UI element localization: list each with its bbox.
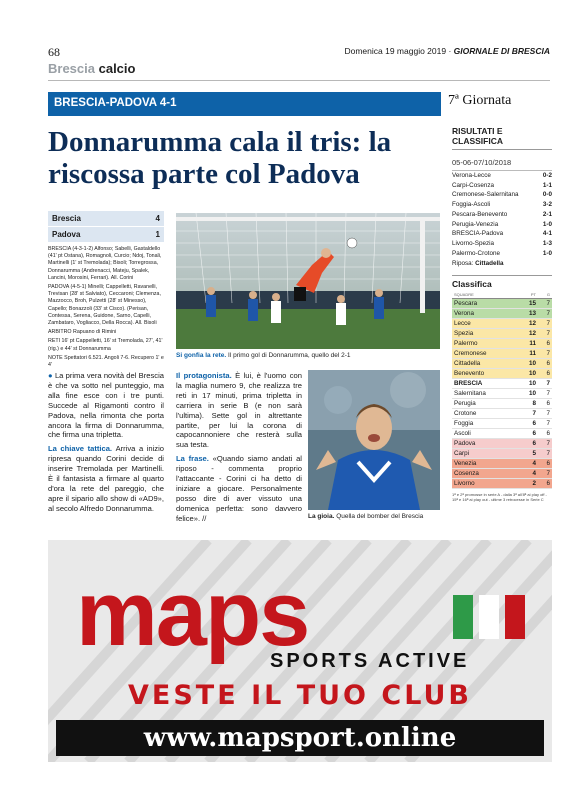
standings-row [452,479,552,489]
bullet-icon: ● [48,371,55,380]
result-row [452,200,552,210]
standings-row [452,309,552,319]
standings-games: 7 [546,320,550,328]
result-match: Pescara-Benevento [452,210,508,218]
paragraph-text: È lui, è l'uomo con la maglia numero 9, che realizza tre reti in 17 minuti, prima tripletta in carriera in serie B (e non sarà l'ultima). Sette gol in altrettante partite, per lui la corona di capocannoniere che resterà sulla sua testa. [176,371,302,450]
celebration-caption-text: Quella del bomber del Brescia [336,513,424,520]
result-match: Foggia-Ascoli [452,201,491,209]
standings-games: 7 [546,440,550,448]
standings-team: Palermo [454,340,478,348]
home-goals: 4 [155,214,160,223]
away-team: Padova [52,230,81,239]
standings-games: 6 [546,460,550,468]
standings-games: 7 [546,300,550,308]
standings-col-team: SQUADRE [454,292,474,298]
paragraph-lead: La chiave tattica. [48,444,116,454]
standings-team: Verona [454,310,474,318]
result-score: 0-2 [542,172,552,179]
result-score: 1-1 [542,181,552,189]
standings-games: 6 [546,360,550,368]
rest-team-name: Cittadella [475,260,504,268]
score-row-home [48,211,164,226]
away-goals: 1 [155,230,160,239]
standings-games: 7 [546,470,550,478]
standings-games: 7 [546,330,550,338]
standings-team: Lecce [454,320,471,328]
page-number: 68 [48,45,60,59]
result-score: 3-2 [542,201,552,209]
round-label: 7ª Giornata [448,93,512,108]
standings-points: 6 [532,420,536,428]
standings-row [452,399,552,409]
standings-team: Pescara [454,300,478,308]
standings-points: 12 [528,320,536,328]
goal-photo [176,213,440,349]
standings-points: 12 [528,330,536,338]
standings-games: 7 [546,310,550,318]
match-report [48,246,164,369]
paragraph-text: «Quando siamo andati al riposo - commenta proprio l'attaccante - Corini ci ha detto di iniziare a giocare. Personalmente posso dire di aver vissuto una domenica perfetta: sono davvero felice». // [176,454,302,523]
results-title: RISULTATI E CLASSIFICA [452,126,552,150]
standings-team: Salernitana [454,390,486,398]
standings-row [452,319,552,329]
result-score: 2-1 [542,210,552,218]
result-row [452,190,552,200]
standings-points: 10 [528,360,536,368]
article-column-1 [48,371,164,518]
standings-row [452,389,552,399]
result-score: 0-0 [542,191,552,199]
celebration-photo-caption [308,513,442,520]
result-match: Palermo-Crotone [452,249,500,257]
standings-row [452,459,552,469]
standings-games: 6 [546,430,550,438]
results-list [452,171,552,258]
ad-url[interactable]: www.mapsport.online [56,720,544,756]
standings-points: 4 [532,460,536,468]
standings-legend: 1ª e 2ª promosse in serie A - dalla 3ª all'8ª ai play off - 15ª e 16ª ai play out - ultime 3 retrocesse in Serie C [452,492,547,503]
standings-row [452,419,552,429]
article-paragraph [176,371,302,450]
section-city: Brescia [48,61,95,76]
standings-points: 15 [528,300,536,308]
result-row [452,210,552,220]
goal-photo-caption-text: Il primo gol di Donnarumma, quello del 2-1 [228,352,351,359]
standings-team: Cosenza [454,470,479,478]
article-paragraph [48,444,164,513]
section-sport: calcio [98,61,136,76]
article-paragraph [176,454,302,523]
standings-row [452,429,552,439]
standings-games: 6 [546,480,550,488]
standings-games: 7 [546,350,550,358]
standings-points: 10 [528,380,536,388]
result-row [452,171,552,181]
dateline [344,46,550,56]
standings-points: 6 [532,440,536,448]
rest-team [452,260,552,267]
match-report-line: BRESCIA (4-3-1-2) Alfonso; Sabelli, Gastaldello (41' pt Ostana), Romagnoli, Curcio; Ndoj, Tonali, Martinelli (1' st Tremolada); Bisoli; Torregrossa, Donnarumma (Andrenacci, Mateju, Spalek, Lancini, Morosini, Ferrari). All. Corini [48,246,162,281]
result-row [452,181,552,191]
standings-col-g: G [546,292,550,298]
home-team: Brescia [52,214,81,223]
rest-label: Riposa: [452,260,474,268]
article-column-2 [176,371,302,528]
standings-team: Venezia [454,460,477,468]
goal-photo-image [176,213,440,349]
standings-points: 5 [532,450,536,458]
standings-team: Carpi [454,450,470,458]
standings-row [452,379,552,389]
result-match: Livorno-Spezia [452,239,495,247]
standings-points: 2 [532,480,536,488]
standings-games: 7 [546,420,550,428]
issue-date: Domenica 19 maggio 2019 [344,46,447,56]
result-match: BRESCIA-Padova [452,230,504,238]
standings-row [452,339,552,349]
match-scorebox [48,211,164,371]
advertisement[interactable] [48,540,552,762]
section-header [48,61,135,76]
standings-row [452,359,552,369]
standings-team: Padova [454,440,476,448]
standings-games: 6 [546,370,550,378]
paragraph-text: La prima vera novità del Brescia è che va sotto nel punteggio, ma alla fine esce con i tre punti. Succede al Rigamonti contro il Padova, nella rimonta che porta ancora la firma di Donnarumma, che firma una tripletta. [48,371,164,440]
result-match: Perugia-Venezia [452,220,499,228]
top-divider [48,80,550,81]
standings-points: 11 [529,350,536,358]
standings-team: Benevento [454,370,485,378]
standings-points: 11 [529,340,536,348]
result-row [452,229,552,239]
standings-team: Ascoli [454,430,471,438]
goal-photo-caption-lead: Si gonfia la rete. [176,352,227,359]
celebration-caption-lead: La gioia. [308,513,335,520]
celebration-photo-image [308,370,440,510]
goal-photo-caption [176,352,440,359]
paragraph-lead: Il protagonista. [176,371,236,380]
ad-tagline: SPORTS ACTIVE [270,650,470,672]
standings-team: Spezia [454,330,474,338]
standings-team: BRESCIA [454,380,483,388]
match-report-line: ARBITRO Rapuano di Rimini [48,329,117,336]
standings-games: 6 [546,340,550,348]
standings-team: Cremonese [454,350,487,358]
standings-col-pt: PT [530,292,536,298]
standings-points: 4 [532,470,536,478]
standings-team: Foggia [454,420,474,428]
standings-team: Cittadella [454,360,481,368]
standings-points: 8 [532,400,536,408]
standings-points: 7 [532,410,536,418]
result-row [452,239,552,249]
match-banner: BRESCIA-PADOVA 4-1 [48,92,441,116]
standings-title: Classifica [452,275,552,289]
standings-points: 6 [532,430,536,438]
score-row-away [48,227,164,242]
separator: · [448,46,454,56]
standings-team: Perugia [454,400,476,408]
headline: Donnarumma cala il tris: la riscossa parte col Padova [48,126,392,190]
standings-games: 6 [546,400,550,408]
standings-team: Crotone [454,410,477,418]
result-match: Cremonese-Salernitana [452,191,519,199]
result-match: Carpi-Cosenza [452,181,494,189]
results-sidebar [452,126,552,502]
italian-flag-icon [453,595,525,639]
standings-row [452,329,552,339]
standings-points: 10 [528,390,536,398]
paragraph-lead: La frase. [176,454,213,464]
standings-row [452,449,552,459]
standings-table [452,299,552,489]
match-report-line: NOTE Spettatori 6.521. Angoli 7-6. Recupero 1' e 4' [48,354,164,369]
article-paragraph [48,371,164,440]
standings-points: 13 [528,310,536,318]
standings-row [452,439,552,449]
result-row [452,220,552,230]
standings-games: 7 [546,450,550,458]
results-dates: 05-06-07/10/2018 [452,158,552,171]
ad-slogan: VESTE IL TUO CLUB [128,680,472,711]
standings-games: 7 [546,390,550,398]
standings-team: Livorno [454,480,475,488]
ad-logo: maps [76,563,309,665]
standings-row [452,299,552,309]
standings-games: 7 [546,380,550,388]
celebration-photo [308,370,440,510]
result-match: Verona-Lecce [452,172,491,179]
standings-row [452,349,552,359]
result-row [452,249,552,259]
standings-row [452,409,552,419]
result-score: 1-0 [542,249,552,257]
standings-row [452,369,552,379]
result-score: 4-1 [542,230,552,238]
match-report-line: PADOVA (4-5-1) Minelli; Cappelletti, Ravanelli, Trevisan (28' st Salviato), Ceccaroni; Clemenza, Mazzocco, Broh, Pulzetti (28' st Minesso), Capello; Bonazzoli (33' st Cisco). (Perisan, Contessa, Serena, Guidone, Sarno, Capelli, Zambataro, Vogliacco, Della Rocca). All. Bisoli [48,284,161,327]
standings-row [452,469,552,479]
standings-points: 10 [528,370,536,378]
result-score: 1-3 [542,239,552,247]
paragraph-text: Arriva a inizio ripresa quando Corini decide di inserire Tremolada per Martinelli. È il fantasista a firmare al quarto d'ora la rete del pareggio, che apre il sipario allo show di «AD9», al secolo Alfredo Donnarumma. [48,444,164,513]
standings-games: 7 [546,410,550,418]
publication-name: GIORNALE DI BRESCIA [453,46,550,56]
result-score: 1-0 [542,220,552,228]
standings-header [452,292,552,299]
match-report-line: RETI 16' pt Cappelletti, 16' st Tremolada, 27', 41' (rig.) e 44' st Donnarumma [48,338,163,352]
